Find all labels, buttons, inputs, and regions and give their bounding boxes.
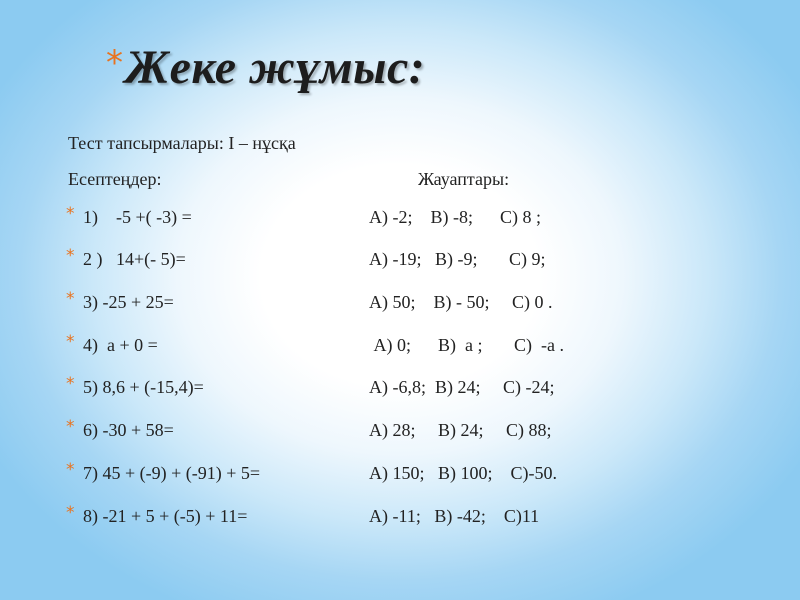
problem-question: 8) -21 + 5 + (-5) + 11= <box>83 506 248 526</box>
slide-title <box>106 41 426 104</box>
problem-question: 4) а + 0 = <box>83 335 158 355</box>
problem-row-7 <box>66 461 686 485</box>
problem-answers: А) -11; В) -42; С)11 <box>369 506 540 526</box>
bullet-icon: * <box>66 332 75 352</box>
bullet-icon: * <box>66 204 75 224</box>
title-text: Жеке жұмыс: <box>125 41 426 94</box>
problem-row-5 <box>66 375 686 399</box>
problem-answers: А) -6,8; В) 24; С) -24; <box>369 377 555 397</box>
problem-row-4 <box>66 333 686 357</box>
problem-question: 5) 8,6 + (-15,4)= <box>83 377 204 397</box>
problem-question: 3) -25 + 25= <box>83 292 174 312</box>
title-bullet-icon: * <box>106 43 123 83</box>
problem-answers: А) 50; В) - 50; С) 0 . <box>369 292 553 312</box>
problem-question: 1) -5 +( -3) = <box>83 207 192 227</box>
problem-row-3 <box>66 290 686 314</box>
bullet-icon: * <box>66 289 75 309</box>
problems-header: Есептеңдер: <box>68 169 162 189</box>
problem-row-8 <box>66 504 686 528</box>
problem-question: 7) 45 + (-9) + (-91) + 5= <box>83 463 261 483</box>
bullet-icon: * <box>66 246 75 266</box>
bullet-icon: * <box>66 374 75 394</box>
bullet-icon: * <box>66 503 75 523</box>
problem-answers: А) 28; В) 24; С) 88; <box>369 420 552 440</box>
problem-question: 2 ) 14+(- 5)= <box>83 249 186 269</box>
problem-row-1 <box>66 205 686 229</box>
problem-answers: А) -19; В) -9; С) 9; <box>369 249 546 269</box>
answers-header: Жауаптары: <box>418 169 510 189</box>
problem-answers: А) -2; В) -8; С) 8 ; <box>369 207 541 227</box>
bullet-icon: * <box>66 460 75 480</box>
problem-row-2 <box>66 247 686 271</box>
test-variant-subtitle: Тест тапсырмалары: I – нұсқа <box>68 133 296 153</box>
problem-answers: А) 0; В) а ; С) -а . <box>369 335 564 355</box>
bullet-icon: * <box>66 417 75 437</box>
problem-row-6 <box>66 418 686 442</box>
problem-question: 6) -30 + 58= <box>83 420 174 440</box>
problem-answers: А) 150; В) 100; С)-50. <box>369 463 557 483</box>
